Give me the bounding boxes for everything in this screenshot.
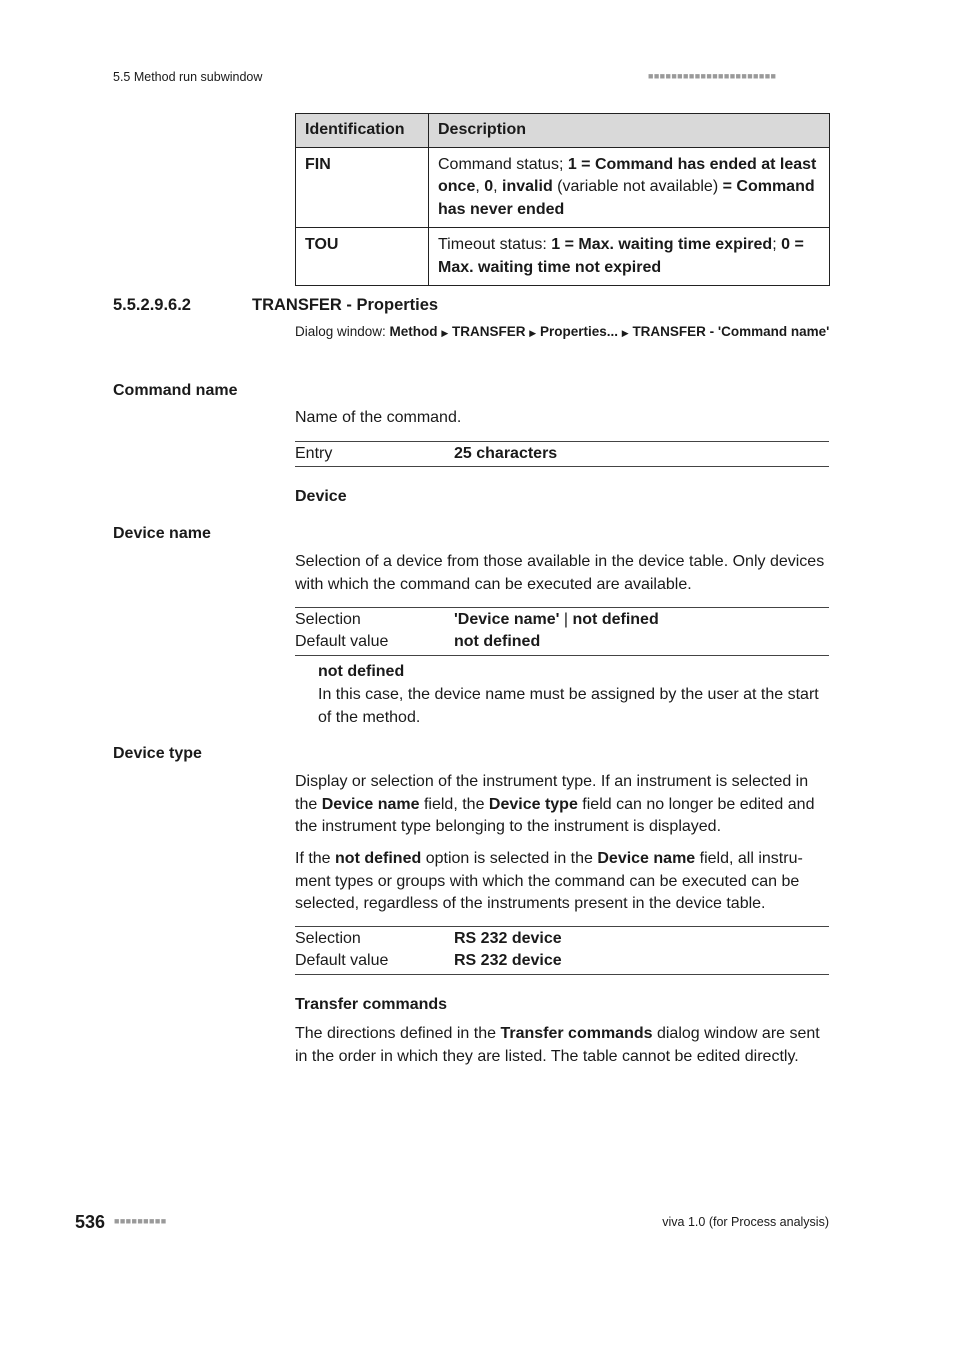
text-run: dialog window are sent in the order in which they are listed. The table cannot be edited directly.	[295, 1025, 820, 1065]
table-row	[296, 147, 830, 228]
param-key: Default value	[295, 952, 389, 970]
selection-option: not defined	[572, 611, 659, 628]
param-row	[295, 443, 829, 465]
path-item: TRANSFER - 'Command name'	[632, 324, 830, 339]
transfer-commands-heading: Transfer commands	[295, 996, 448, 1013]
dialog-path-prefix: Dialog window:	[295, 324, 390, 339]
device-type-param-table	[295, 926, 829, 975]
param-row	[295, 631, 829, 653]
text-run: (variable not available)	[552, 178, 723, 195]
text-run: ,	[493, 178, 503, 195]
device-name-description: Selection of a device from those available in the device table. Only devices with which the command can be executed are available.	[295, 553, 825, 593]
emphasized-text: 1 = Command has ended at least once	[438, 155, 817, 195]
row-identification: FIN	[296, 147, 429, 228]
transfer-commands-description	[295, 1023, 830, 1068]
text-run: Command status;	[438, 155, 568, 173]
selection-separator: |	[559, 611, 573, 628]
running-header-section: 5.5 Method run subwindow	[113, 70, 263, 84]
text-run: The directions defined in the	[295, 1025, 501, 1042]
param-key: Selection	[295, 930, 361, 947]
param-value: not defined	[454, 633, 541, 651]
param-value: RS 232 device	[454, 952, 562, 970]
path-item: TRANSFER	[452, 324, 526, 339]
header-decoration: ■■■■■■■■■■■■■■■■■■■■■■	[648, 71, 777, 81]
emphasized-text: not defined	[335, 850, 422, 867]
emphasized-text: Device name	[321, 795, 420, 813]
row-description	[429, 147, 830, 228]
param-value: RS 232 device	[454, 930, 562, 947]
row-identification: TOU	[296, 228, 429, 286]
emphasized-text: Device name	[597, 850, 696, 867]
table-row	[296, 228, 830, 286]
param-key: Entry	[295, 445, 333, 462]
section-title: TRANSFER - Properties	[252, 296, 439, 314]
emphasized-text: Device type	[488, 795, 578, 813]
page-number: 536	[75, 1212, 106, 1232]
emphasized-text: Transfer commands	[500, 1025, 653, 1042]
param-key: Default value	[295, 633, 389, 651]
path-arrow-icon: ▶	[529, 328, 537, 338]
column-header-description: Description	[429, 114, 830, 148]
param-key: Selection	[295, 611, 361, 628]
device-name-param-table	[295, 607, 829, 656]
device-type-description-1	[295, 771, 830, 839]
text-run: field can no longer be edited and the instrument type belonging to the instrument is displayed.	[295, 795, 815, 836]
device-type-description-2	[295, 848, 830, 916]
identification-table	[295, 113, 830, 286]
path-item: Method	[389, 324, 438, 339]
param-label-command-name: Command name	[113, 382, 238, 399]
selection-option: 'Device name'	[454, 611, 560, 628]
product-name: viva 1.0 (for Process analysis)	[662, 1215, 829, 1229]
text-run: field, all instrument types or groups with which the command can be executed can be selected, regardless of the instruments present in the device table.	[295, 850, 803, 913]
column-header-identification: Identification	[296, 114, 429, 148]
param-label-device-name: Device name	[113, 525, 211, 542]
dialog-path	[295, 322, 830, 343]
option-title: not defined	[318, 663, 405, 680]
command-name-description: Name of the command.	[295, 409, 462, 426]
command-name-param-table	[295, 441, 829, 467]
emphasized-text: = Command has never ended	[438, 178, 815, 218]
row-description	[429, 228, 830, 286]
emphasized-text: 1 = Max. waiting time expired	[551, 236, 773, 253]
text-run: ;	[772, 236, 782, 253]
param-row	[295, 609, 829, 631]
section-number: 5.5.2.9.6.2	[113, 296, 191, 314]
emphasized-text: invalid	[502, 178, 553, 195]
table-header-row	[296, 114, 830, 148]
option-description: In this case, the device name must be assigned by the user at the start of the method.	[318, 686, 819, 726]
footer-decoration: ■■■■■■■■■	[114, 1216, 167, 1226]
path-arrow-icon: ▶	[621, 328, 629, 338]
param-label-device-type: Device type	[113, 745, 202, 762]
text-run: If the	[295, 850, 336, 867]
param-value: 25 characters	[454, 445, 558, 462]
path-arrow-icon: ▶	[441, 328, 449, 338]
emphasized-text: 0 = Max. waiting time not expired	[438, 236, 804, 276]
text-run: Display or selection of the instrument type. If an instrument is selected in the	[295, 773, 809, 813]
text-run: field, the	[419, 795, 489, 813]
param-value	[454, 609, 659, 631]
param-row	[295, 950, 829, 972]
emphasized-text: 0	[484, 178, 494, 195]
text-run: ,	[475, 178, 485, 195]
param-row	[295, 928, 829, 950]
text-run: option is selected in the	[421, 850, 598, 867]
text-run: Timeout status:	[438, 236, 552, 253]
device-heading: Device	[295, 488, 347, 505]
path-item: Properties...	[539, 324, 618, 339]
